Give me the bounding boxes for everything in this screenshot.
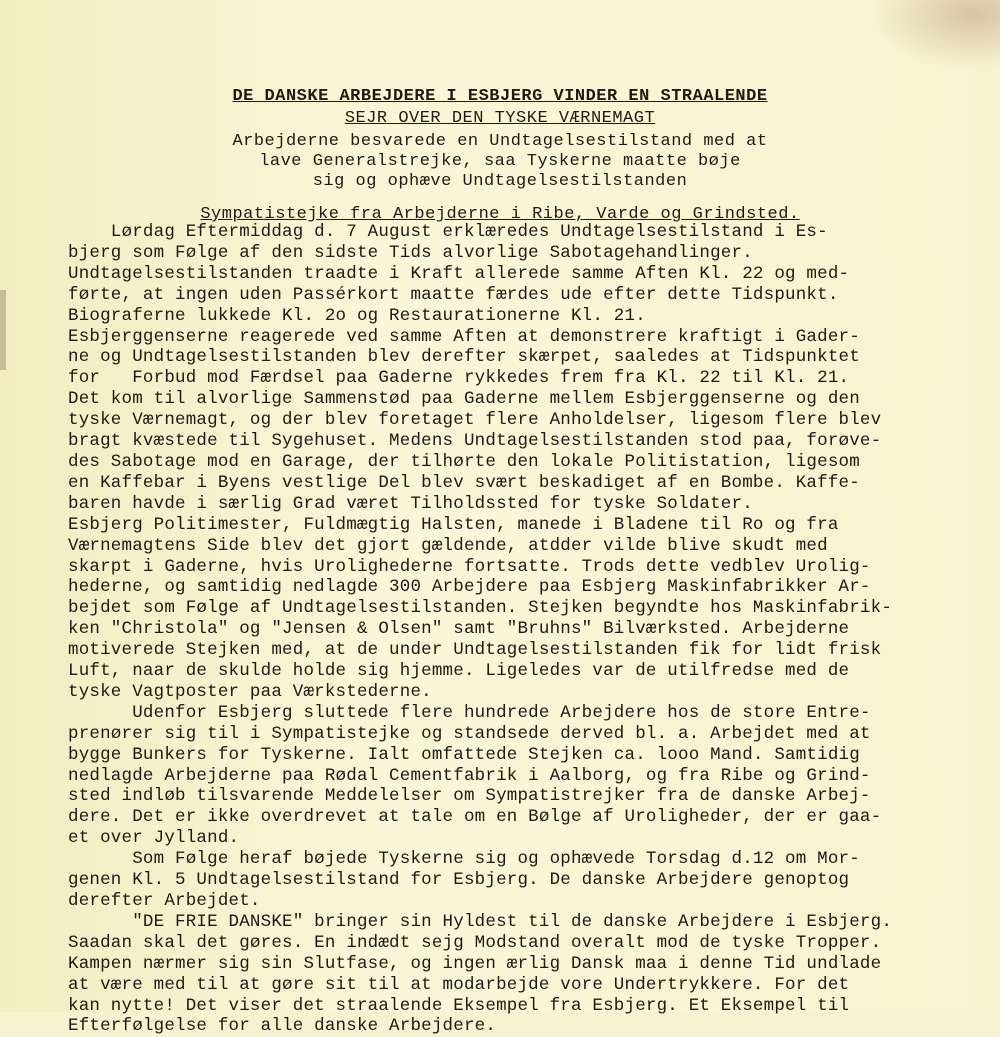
text-line: et over Jylland.	[68, 828, 240, 849]
text-line: bygge Bunkers for Tyskerne. Ialt omfattede Stejken ca. looo Mand. Samtidig	[68, 744, 860, 765]
text-line: Kampen nærmer sig sin Slutfase, og ingen ærlig Dansk maa i denne Tid undlade	[68, 953, 882, 974]
text-line: bragt kvæstede til Sygehuset. Medens Undtagelsestilstanden stod paa, forøve-	[68, 431, 882, 452]
article-body	[68, 222, 968, 1037]
text-line: bejdet som Følge af Undtagelsestilstanden. Stejken begyndte hos Maskinfabrik-	[68, 598, 893, 619]
text-line: for Forbud mod Færdsel paa Gaderne rykkedes frem fra Kl. 22 til Kl. 21.	[68, 368, 850, 389]
headline: DE DANSKE ARBEJDERE I ESBJERG VINDER EN STRAALENDE	[232, 87, 768, 106]
section-heading: Sympatistejke fra Arbejderne i Ribe, Varde og Grindsted.	[200, 205, 800, 224]
text-line: bjerg som Følge af den sidste Tids alvorlige Sabotagehandlinger.	[68, 242, 753, 263]
text-line: prenører sig til i Sympatistejke og standsede derved bl. a. Arbejdet med at	[68, 723, 871, 744]
text-line: "DE FRIE DANSKE" bringer sin Hyldest til de danske Arbejdere i Esbjerg.	[68, 911, 893, 932]
text-line: Værnemagtens Side blev det gjort gældende, atdder vilde blive skudt med	[68, 535, 828, 556]
text-line: at være med til at gøre sit til at modarbejde vore Undertrykkere. For det	[68, 974, 850, 995]
headline-continued: SEJR OVER DEN TYSKE VÆRNEMAGT	[344, 109, 656, 128]
text-line: tyske Værnemagt, og der blev foretaget flere Anholdelser, ligesom flere blev	[68, 410, 882, 431]
text-line: Efterfølgelse for alle danske Arbejdere.	[68, 1016, 497, 1037]
text-line: kan nytte! Det viser det straalende Eksempel fra Esbjerg. Et Eksempel til	[68, 995, 850, 1016]
text-line: hederne, og samtidig nedlagde 300 Arbejdere paa Esbjerg Maskinfabrikker Ar-	[68, 577, 871, 598]
text-line: genen Kl. 5 Undtagelsestilstand for Esbjerg. De danske Arbejdere genoptog	[68, 870, 850, 891]
text-line: derefter Arbejdet.	[68, 891, 261, 911]
subheadline-line-2: lave Generalstrejke, saa Tyskerne maatte bøje	[259, 152, 741, 171]
text-line: Esbjerggenserne reagerede ved samme Aften at demonstrere kraftigt i Gader-	[68, 326, 860, 347]
text-line: Det kom til alvorlige Sammenstød paa Gaderne mellem Esbjerggenserne og den	[68, 389, 860, 410]
text-line: Luft, naar de skulde holde sig hjemme. Ligeledes var de utilfredse med de	[68, 661, 850, 682]
text-line: Esbjerg Politimester, Fuldmægtig Halsten, manede i Bladene til Ro og fra	[68, 514, 839, 535]
subheadline-line-3: sig og ophæve Undtagelsestilstanden	[312, 172, 688, 191]
text-line: Lørdag Eftermiddag d. 7 August erklæredes Undtagelsestilstand i Es-	[68, 222, 828, 242]
text-line: ne og Undtagelsestilstanden blev derefter skærpet, saaledes at Tidspunktet	[68, 347, 860, 368]
paper-stain	[870, 0, 1000, 70]
paper-tear	[0, 290, 6, 370]
subheadline-line-1: Arbejderne besvarede en Undtagelsestilstand med at	[232, 132, 768, 151]
text-line: Som Følge heraf bøjede Tyskerne sig og ophævede Torsdag d.12 om Mor-	[68, 849, 860, 870]
text-line: sted indløb tilsvarende Meddelelser om Sympatistrejker fra de danske Arbej-	[68, 786, 871, 807]
text-line: tyske Vagtposter paa Værkstederne.	[68, 681, 432, 702]
text-line: Saadan skal det gøres. En indædt sejg Modstand overalt mod de tyske Tropper.	[68, 932, 882, 953]
text-line: en Kaffebar i Byens vestlige Del blev svært beskadiget af en Bombe. Kaffe-	[68, 472, 860, 493]
document-header	[0, 86, 1000, 226]
text-line: nedlagde Arbejderne paa Rødal Cementfabrik i Aalborg, og fra Ribe og Grind-	[68, 765, 871, 786]
text-line: motiverede Stejken med, at de under Undtagelsestilstanden fik for lidt frisk	[68, 640, 882, 661]
text-line: skarpt i Gaderne, hvis Urolighederne fortsatte. Trods dette vedblev Urolig-	[68, 556, 871, 577]
text-line: Biograferne lukkede Kl. 2o og Restaurationerne Kl. 21.	[68, 305, 646, 326]
text-line: førte, at ingen uden Passérkort maatte færdes ude efter dette Tidspunkt.	[68, 284, 839, 305]
text-line: Undtagelsestilstanden traadte i Kraft allerede samme Aften Kl. 22 og med-	[68, 263, 850, 284]
text-line: baren havde i særlig Grad været Tilholdssted for tyske Soldater.	[68, 493, 753, 514]
text-line: Udenfor Esbjerg sluttede flere hundrede Arbejdere hos de store Entre-	[68, 702, 871, 723]
text-line: dere. Det er ikke overdrevet at tale om en Bølge af Uroligheder, der er gaa-	[68, 807, 882, 828]
text-line: des Sabotage mod en Garage, der tilhørte den lokale Politistation, ligesom	[68, 451, 860, 472]
text-line: ken "Christola" og "Jensen & Olsen" samt "Bruhns" Bilværksted. Arbejderne	[68, 619, 850, 640]
